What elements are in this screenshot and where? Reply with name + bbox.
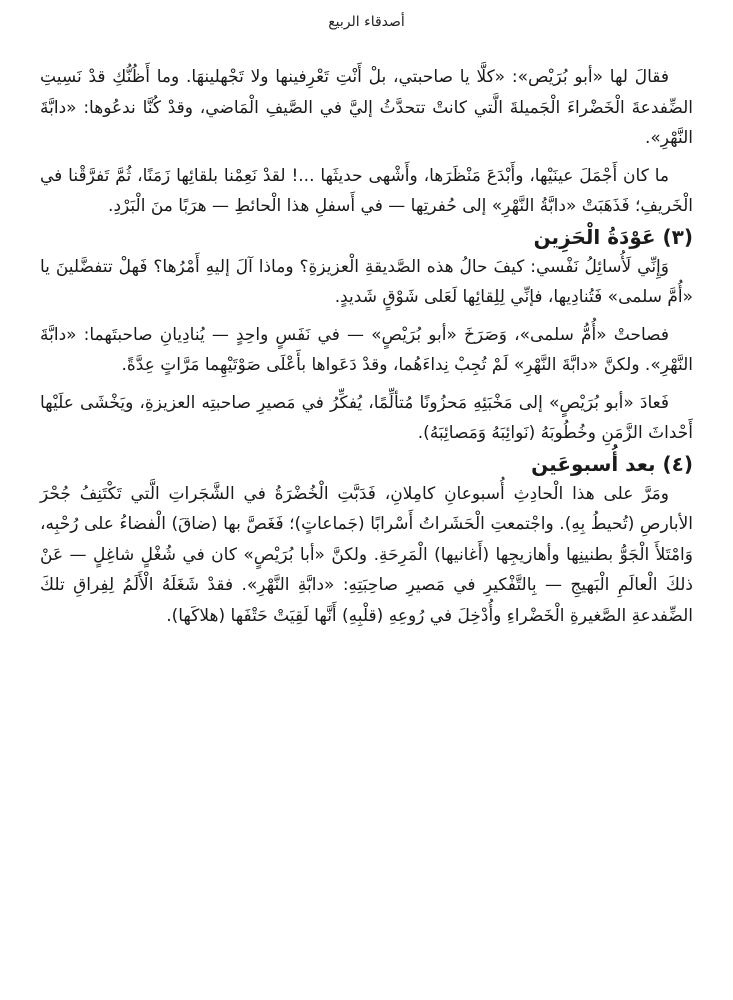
intro-paragraph-1: فقالَ لها «أبو بُرَيْص»: «كلَّا يا صاحبتي، بلْ أَنْتِ تَعْرِفينها ولا تَجْهلينهَا. وما أَظُنُّكِ قدْ نَسِيتِ الضِّفدعةَ الْخَضْراءَ الْجَميلةَ الَّتي كانتْ تتحدَّثُ إليَّ في الصَّيفِ الْمَاضي، وقدْ كُنَّا ندعُوها: «دابَّةَ النَّهْرِ». [40, 67, 693, 148]
section-3-paragraph-2: فصاحتْ «أُمُّ سلمى»، وَصَرَخَ «أبو بُرَيْصٍ» — في نَفَسٍ واحِدٍ — يُنادِيانِ صاحبتَهما: «دابَّةَ النَّهْرِ». ولكنَّ «دابَّةَ النَّهْرِ» لَمْ تُجِبْ نِداءَهُما، وقدْ دَعَواها بأَعْلَى صَوْتَيْهِما مَرَّاتٍ عِدَّةً. [40, 324, 693, 375]
running-header: أصدقاء الربيع [328, 14, 405, 30]
section-4-title: (٤) بعد أُسبوعَين [531, 451, 693, 476]
body-text [40, 62, 693, 631]
intro-paragraph-2: ما كان أَجْمَلَ عينَيْها، وأَبْدَعَ مَنْظَرَها، وأَشْهى حديثَها ...! لقدْ نَعِمْنا بلقائِها زَمَنًا، ثُمَّ تَفرَّقْنا في الْخَريفِ؛ فَذَهَبَتْ «دابَّةُ النَّهْرِ» إلى حُفرتِها — في أَسفلِ هذا الْحائطِ — هرَبًا منَ الْبَرْدِ. [40, 165, 693, 216]
section-3-paragraph-3: فَعادَ «أبو بُرَيْصٍ» إلى مَخْبَئِهِ مَحزُونًا مُتألِّمًا، يُفكِّرُ في مَصيرِ صاحبتِه العزيزةِ، ويَخْشَى علَيْها أَحْداثَ الزَّمَنِ وخُطُوبَهُ (نَوائِبَهُ وَمَصائِبَهُ). [40, 392, 693, 443]
section-3-paragraph-1: وَإِنِّي لَأُسائِلُ نَفْسي: كيفَ حالُ هذه الصَّديقةِ الْعزيزةِ؟ وماذا آلَ إليهِ أَمْرُها؟ فَهلْ تتفضَّلينَ يا «أُمَّ سلمى» فَتُنادِيها، فإنِّي لِلِقائِها لَعَلى شَوْقٍ شَديدٍ. [40, 256, 693, 307]
section-3-title: (٣) عَوْدَةُ الْحَزِين [533, 224, 693, 249]
section-4-paragraph-1: ومَرَّ على هذا الْحادِثِ أُسبوعانِ كامِلانِ، فَدَبَّتِ الْخُضْرَةُ في الشَّجَراتِ الَّتي تَكْتَنِفُ جُحْرَ الأبارصِ (تُحيطُ بِهِ). واجْتمعتِ الْحَشَراتُ أَسْرابًا (جَماعاتٍ)؛ فَغَصَّ بها (ضاقَ) الْفضاءُ على رُحْبِه، وَامْتَلأَ الْجَوُّ بطنينِها وأهازيجِها (أَغانيها) الْمَرِحَةِ. ولكنَّ «أبا بُرَيْصٍ» كان في شُغْلٍ شاغِلٍ — عَنْ ذلكَ الْعالَمِ الْبَهيجِ — بِالتَّفْكيرِ في مَصيرِ صاحِبَتِهِ: «دابَّةِ النَّهْرِ». فقدْ شَغَلَهُ الْأَلَمُ لِفِراقِ تلكَ الضِّفدعةِ الصَّغيرةِ الْخَضْراءِ وأُدْخِلَ في رُوعِهِ (قلْبِهِ) أَنَّها لَقِيَتْ حَتْفَها (هلاكَها). [40, 483, 693, 626]
